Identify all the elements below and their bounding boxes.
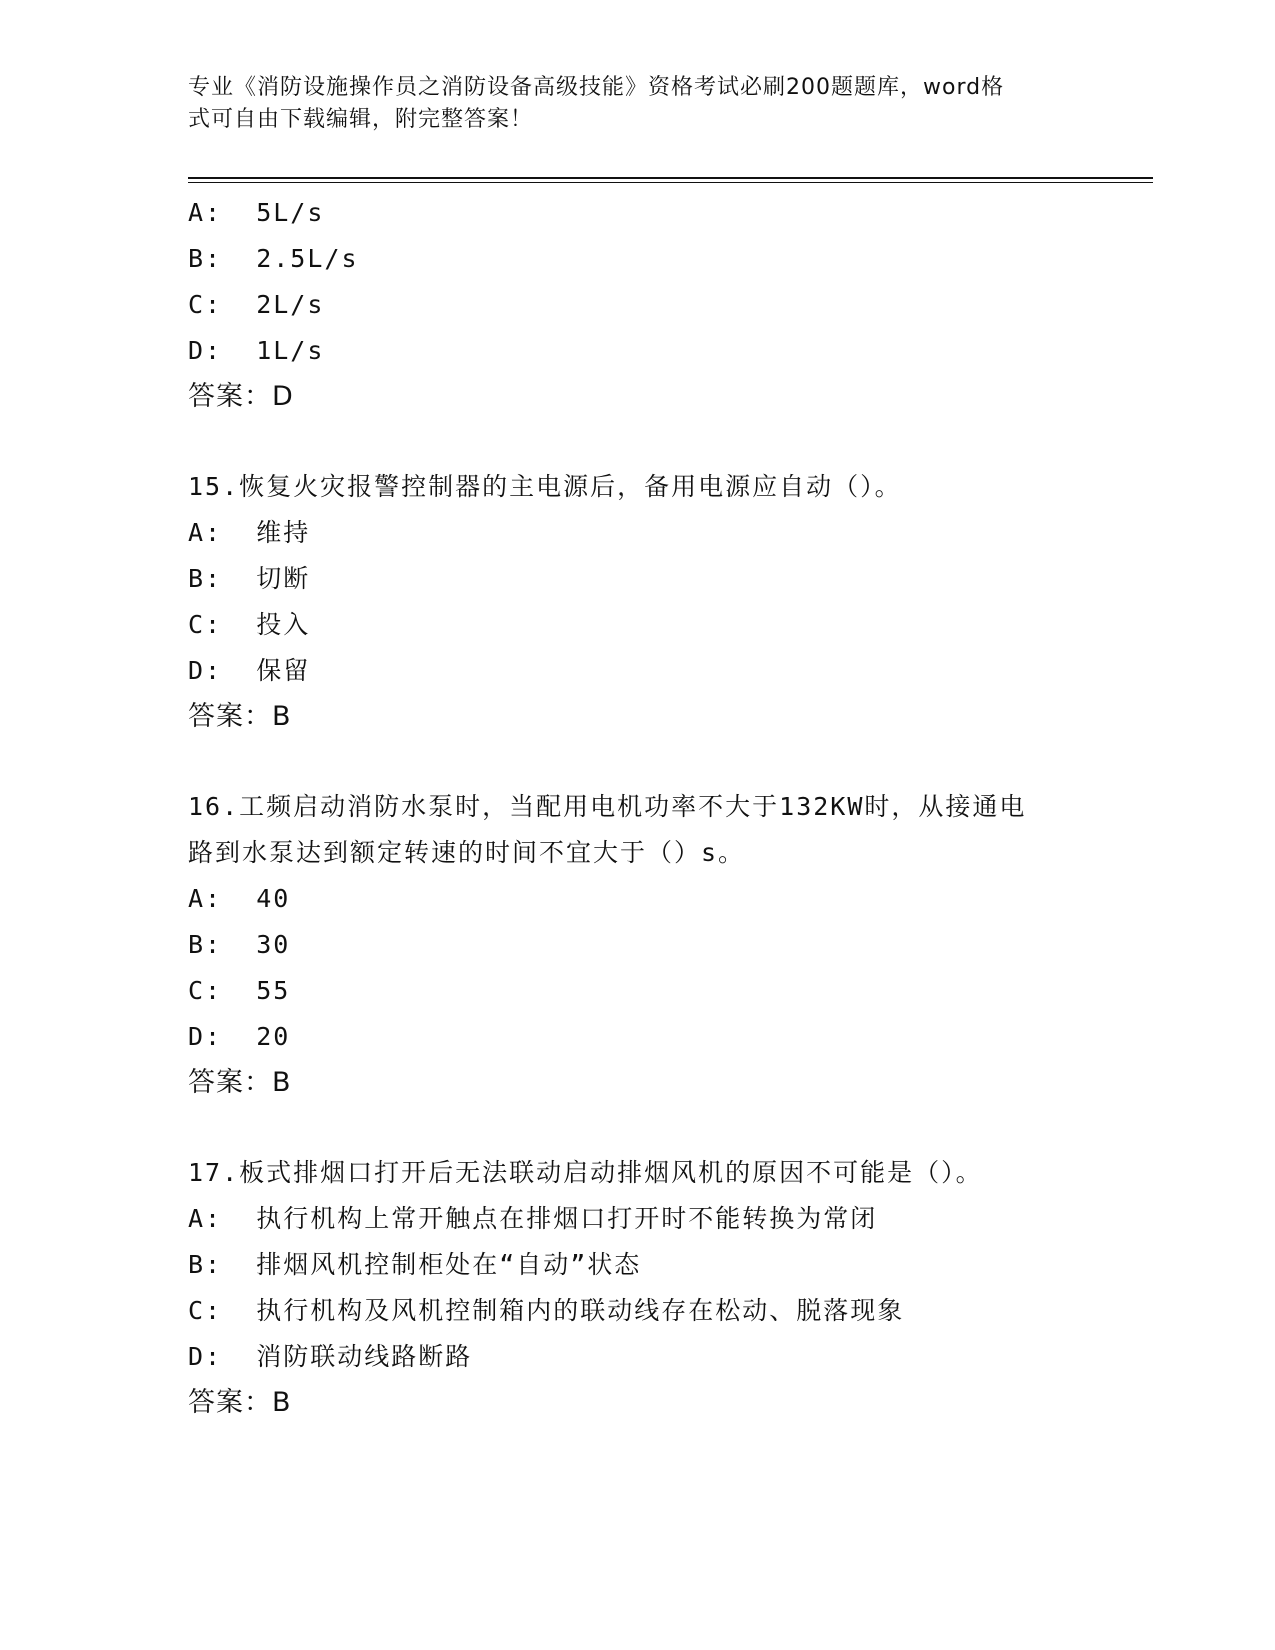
question-15	[188, 464, 1088, 740]
option-a: A: 执行机构上常开触点在排烟口打开时不能转换为常闭	[188, 1204, 878, 1233]
question-stem: 15.恢复火灾报警控制器的主电源后，备用电源应自动（）。	[188, 472, 902, 501]
option-d: D: 20	[188, 1022, 291, 1051]
option-c: C: 执行机构及风机控制箱内的联动线存在松动、脱落现象	[188, 1296, 905, 1325]
question-content	[188, 190, 1088, 1426]
spacer	[188, 740, 1088, 784]
document-header	[188, 72, 1068, 136]
header-rule-thick	[188, 177, 1153, 179]
spacer	[188, 1106, 1088, 1150]
question-17	[188, 1150, 1088, 1426]
option-b: B: 2.5L/s	[188, 244, 359, 273]
answer-label: 答案：B	[188, 701, 292, 732]
option-a: A: 维持	[188, 518, 311, 547]
header-line-2: 式可自由下载编辑，附完整答案！	[188, 107, 534, 132]
option-a: A: 40	[188, 884, 291, 913]
spacer	[188, 420, 1088, 464]
answer-label: 答案：B	[188, 1067, 292, 1098]
option-c: C: 2L/s	[188, 290, 325, 319]
option-b: B: 切断	[188, 564, 311, 593]
answer-label: 答案：D	[188, 381, 294, 412]
option-d: D: 1L/s	[188, 336, 325, 365]
header-line-1: 专业《消防设施操作员之消防设备高级技能》资格考试必刷200题题库，word格	[188, 75, 1005, 100]
question-stem-line-2: 路到水泵达到额定转速的时间不宜大于（）s。	[188, 838, 746, 867]
header-rule-thin	[188, 182, 1153, 183]
option-c: C: 投入	[188, 610, 311, 639]
option-a: A: 5L/s	[188, 198, 325, 227]
answer-label: 答案：B	[188, 1387, 292, 1418]
option-b: B: 排烟风机控制柜处在“自动”状态	[188, 1250, 642, 1279]
question-stem: 17.板式排烟口打开后无法联动启动排烟风机的原因不可能是（）。	[188, 1158, 983, 1187]
question-stem-line-1: 16.工频启动消防水泵时，当配用电机功率不大于132KW时，从接通电	[188, 792, 1027, 821]
option-d: D: 消防联动线路断路	[188, 1342, 473, 1371]
option-c: C: 55	[188, 976, 291, 1005]
option-d: D: 保留	[188, 656, 311, 685]
question-16	[188, 784, 1088, 1106]
option-b: B: 30	[188, 930, 291, 959]
question-14-options	[188, 190, 1088, 420]
